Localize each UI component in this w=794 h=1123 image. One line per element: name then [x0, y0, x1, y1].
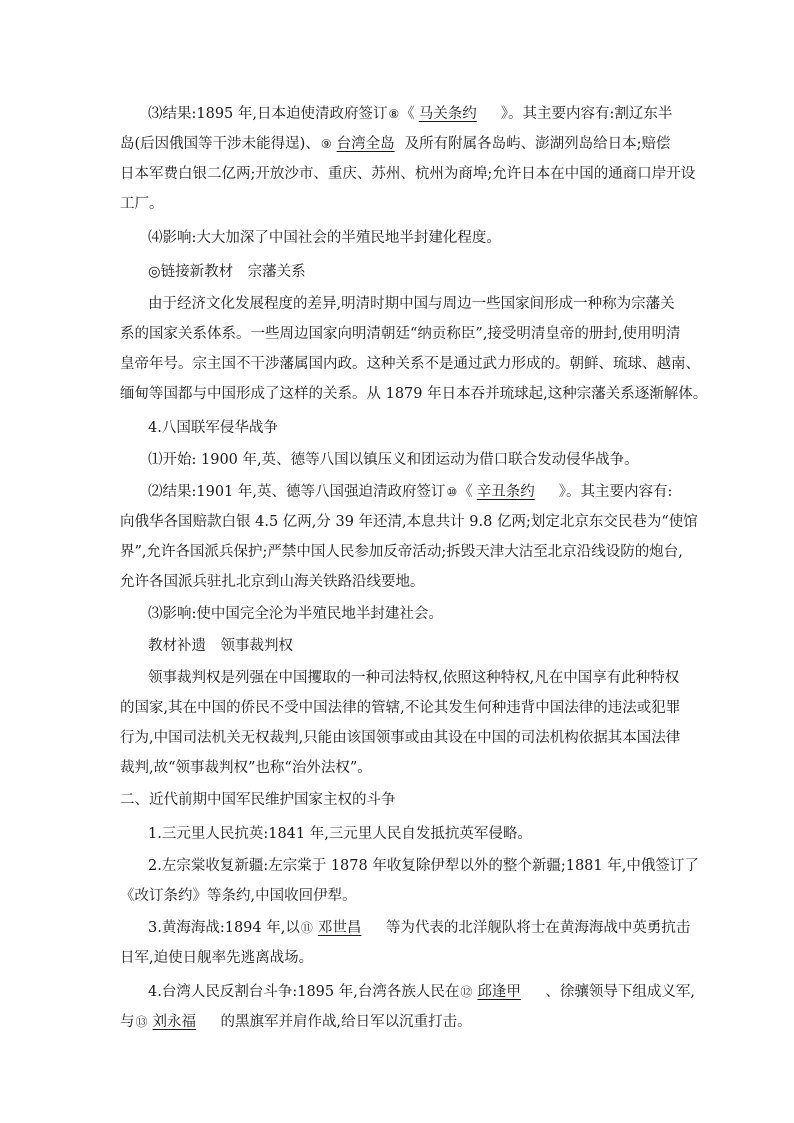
box2-line4: 裁判,故“领事裁判权”也称“治外法权”。: [120, 760, 372, 776]
s4-p3: ⑶影响:使中国完全沦为半殖民地半封建社会。: [148, 606, 443, 622]
s4-p2-rest: 。其主要内容有:: [566, 484, 673, 500]
p3-line2b: 及所有附属各岛屿、澎湖列岛给日本;赔偿: [404, 136, 671, 152]
p4-impact: ⑷影响:大大加深了中国社会的半殖民地半封建化程度。: [148, 230, 501, 246]
item4-rest: 、徐骧领导下组成义军,: [545, 984, 695, 1000]
item3-line1: [148, 918, 690, 938]
answer-13: 刘永福: [152, 1014, 197, 1030]
box1-line1: 由于经济文化发展程度的差异,明清时期中国与周边一些国家间形成一种称为宗藩关: [148, 296, 675, 312]
item4-line2-rest: 的黑旗军并肩作战,给日军以沉重打击。: [220, 1014, 472, 1030]
item3-rest: 等为代表的北洋舰队将士在黄海海战中英勇抗击: [385, 920, 691, 936]
marker-13: ⑬: [135, 1015, 148, 1029]
answer-10: 辛丑条约: [476, 484, 535, 500]
item4-lead: 4.台湾人民反割台斗争:1895 年,台湾各族人民在: [148, 984, 460, 1000]
s4-p2-lead: ⑵结果:1901 年,英、德等八国强迫清政府签订: [148, 484, 446, 500]
marker-12: ⑫: [460, 985, 473, 999]
box1-line4: 缅甸等国都与中国形成了这样的关系。从 1879 年日本吞并琉球起,这种宗藩关系逐渐解体。: [120, 386, 708, 402]
item3-lead: 3.黄海海战:1894 年,以: [148, 920, 300, 936]
box1-title: ◎链接新教材 宗藩关系: [148, 264, 306, 280]
item4-line1: [148, 982, 695, 1002]
p3-lead: ⑶结果:1895 年,日本迫使清政府签订: [148, 106, 388, 122]
s4-p2-line3: 界”,允许各国派兵保护;严禁中国人民参加反帝活动;拆毁天津大沽至北京沿线设防的炮台,: [120, 544, 683, 560]
s4-p2-line4: 允许各国派兵驻扎北京到山海关铁路沿线要地。: [120, 574, 425, 590]
box1-line3: 皇帝年号。宗主国不干涉藩属国内政。这种关系不是通过武力形成的。朝鲜、琉球、越南、: [120, 356, 700, 372]
item2-line2: 《改订条约》等条约,中国收回伊犁。: [120, 888, 357, 904]
answer-8: 马关条约: [418, 106, 477, 122]
item1: 1.三元里人民抗英:1841 年,三元里人民自发抵抗英军侵略。: [148, 826, 532, 842]
answer-9: 台湾全岛: [336, 136, 395, 152]
marker-10: ⑩: [446, 485, 458, 499]
box2-title: 教材补遗 领事裁判权: [148, 638, 293, 654]
right-bracket: 》: [500, 106, 509, 122]
s4-p2-line2: 向俄华各国赔款白银 4.5 亿两,分 39 年还清,本息共计 9.8 亿两;划定北京东交民巷为“使馆: [120, 514, 698, 530]
answer-12: 邱逢甲: [477, 984, 521, 1000]
box2-line2: 的国家,其在中国的侨民不受中国法律的管辖,不论其发生何种违背中国法律的违法或犯罪: [120, 700, 681, 716]
p3-line4: 工厂。: [120, 196, 164, 212]
left-bracket: 《: [458, 484, 473, 500]
s4-title: 4.八国联军侵华战争: [148, 420, 278, 436]
marker-8: ⑧: [388, 107, 400, 121]
box2-line1: 领事裁判权是列强在中国攫取的一种司法特权,依照这种特权,凡在中国享有此种特权: [148, 670, 680, 686]
p3-rest: 。其主要内容有:割辽东半: [508, 106, 673, 122]
marker-11: ⑪: [300, 921, 313, 935]
right-bracket: 》: [558, 484, 567, 500]
item2-line1: 2.左宗棠收复新疆:左宗棠于 1878 年收复除伊犁以外的整个新疆;1881 年,中俄签订了: [148, 858, 699, 874]
left-bracket: 《: [400, 106, 415, 122]
marker-9: ⑨: [320, 137, 332, 151]
p3-line1: [148, 104, 672, 124]
part2-heading: 二、近代前期中国军民维护国家主权的斗争: [120, 792, 396, 808]
item3-line2: 日军,迫使日舰率先逃离战场。: [120, 950, 314, 966]
box1-line2: 系的国家关系体系。一些周边国家向明清朝廷“纳贡称臣”,接受明清皇帝的册封,使用明清: [120, 326, 681, 342]
s4-p1: ⑴开始: 1900 年,英、德等八国以镇压义和团运动为借口联合发动侵华战争。: [148, 452, 639, 468]
box2-line3: 行为,中国司法机关无权裁判,只能由该国领事或由其设在中国的司法机构依据其本国法律: [120, 730, 681, 746]
p3-line3: 日本军费白银二亿两;开放沙市、重庆、苏州、杭州为商埠;允许日本在中国的通商口岸开设: [120, 166, 696, 182]
item4-line2: [120, 1012, 472, 1032]
answer-11: 邓世昌: [317, 920, 362, 936]
p3-line2: [120, 134, 670, 154]
p3-line2a: 岛(后因俄国等干涉未能得逞)、: [120, 136, 320, 152]
item4-line2-lead: 与: [120, 1014, 135, 1030]
s4-p2-line1: [148, 482, 672, 502]
